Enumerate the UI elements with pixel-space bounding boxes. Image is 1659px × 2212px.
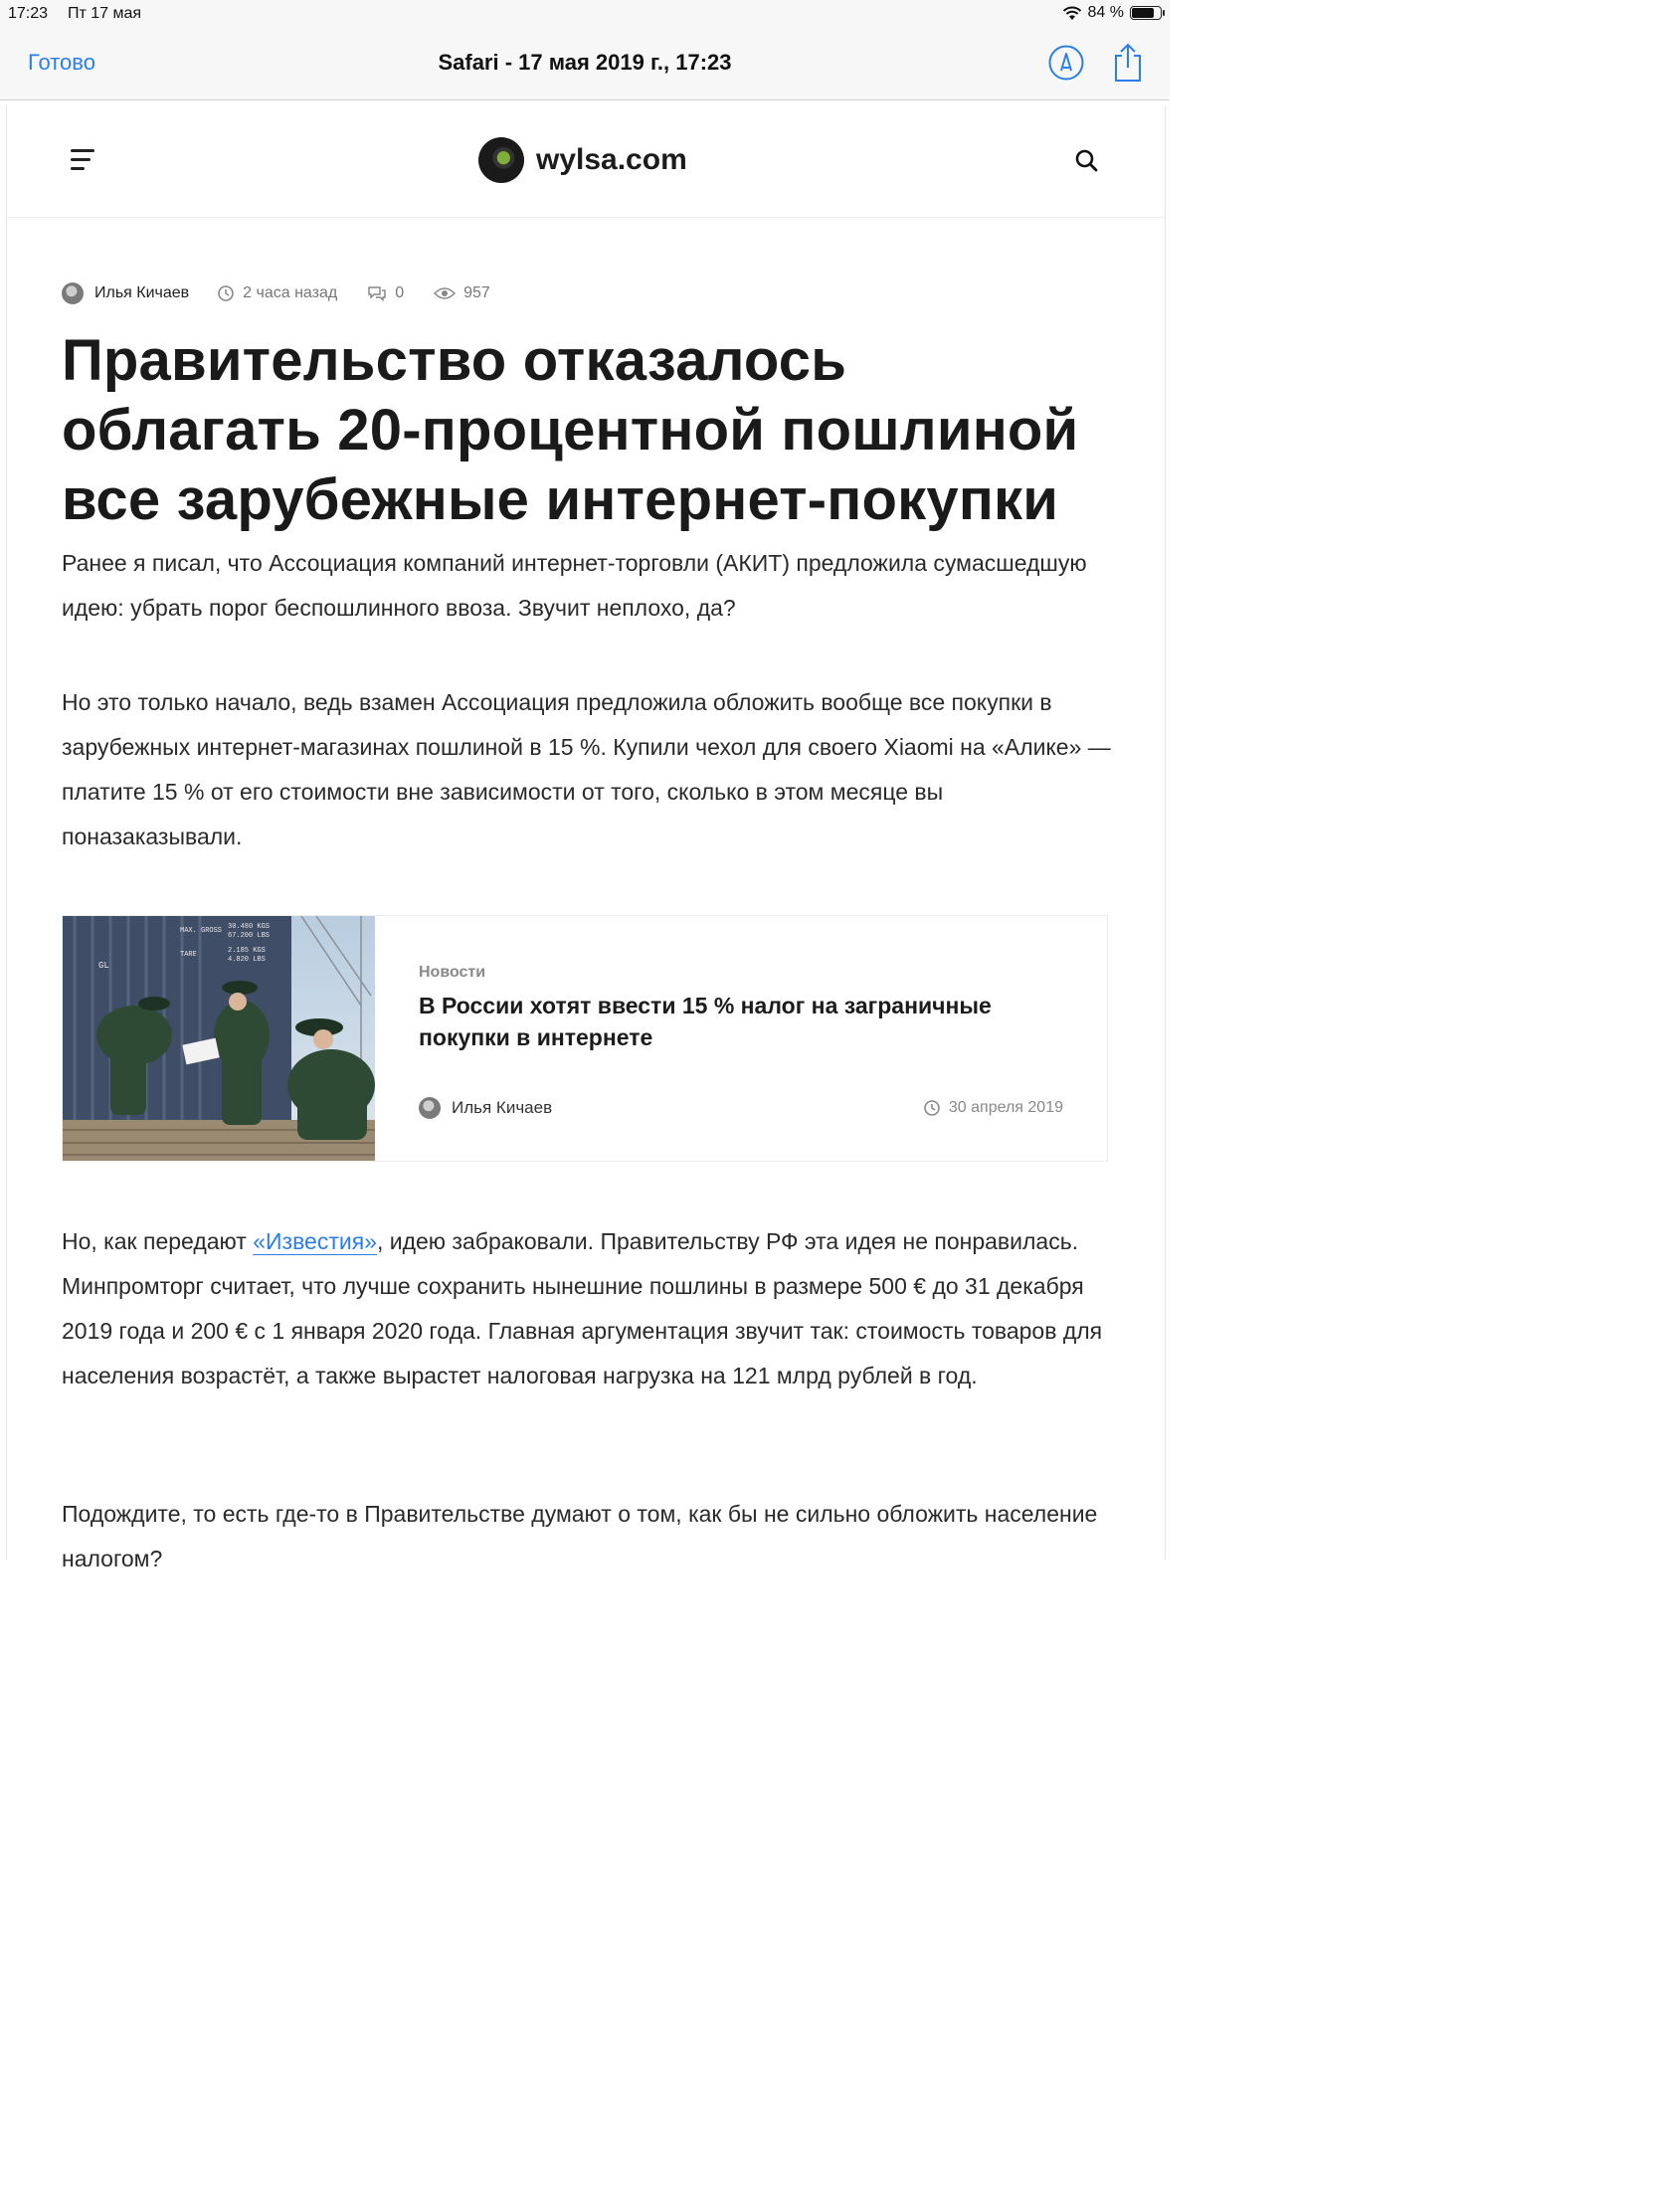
article-paragraph-2: Но это только начало, ведь взамен Ассоциация предложила обложить вообще все покупки в зарубежных интернет-магазинах пошлиной в 15 %. Купили чехол для своего Xiaomi на «Алике» — платите 15 % от его стоимости вне зависимости от того, сколько в этом месяце вы поназаказывали. <box>62 689 1111 849</box>
related-article-card[interactable] <box>62 915 1108 1162</box>
comments-value: 0 <box>395 284 405 301</box>
photo-text-gl: GL <box>98 961 109 971</box>
battery-percent: 84 % <box>1087 4 1124 21</box>
izvestia-link[interactable]: «Известия» <box>253 1228 377 1254</box>
web-page <box>6 105 1166 1571</box>
eye-icon <box>434 284 456 302</box>
related-author-name: Илья Кичаев <box>452 1098 553 1117</box>
site-name: wylsa.com <box>536 143 687 176</box>
customs-photo-illustration <box>63 916 375 1161</box>
related-date-value: 30 апреля 2019 <box>948 1099 1063 1116</box>
markup-button[interactable] <box>1047 44 1085 82</box>
site-header <box>7 105 1165 218</box>
photo-text-tare-lbs: 4.820 LBS <box>228 956 266 964</box>
article-paragraph-1: Ранее я писал, что Ассоциация компаний интернет-торговли (АКИТ) предложила сумасшедшую идею: убрать порог беспошлинного ввоза. Звучит неплохо, да? <box>62 550 1087 621</box>
site-logo[interactable] <box>478 137 687 183</box>
share-button[interactable] <box>1110 42 1146 84</box>
photo-text-max-gross: MAX. GROSS <box>180 927 223 935</box>
time-ago: 2 часа назад <box>243 284 338 301</box>
published-time <box>217 284 337 302</box>
photo-text-tare-kgs: 2.185 KGS <box>228 947 266 955</box>
battery-icon <box>1130 6 1162 20</box>
related-author-avatar <box>419 1097 441 1119</box>
done-button[interactable]: Готово <box>28 50 95 75</box>
author-avatar <box>62 282 84 304</box>
article-paragraph-3 <box>62 1219 1116 1398</box>
hamburger-menu-button[interactable] <box>71 149 98 173</box>
comments-count[interactable] <box>367 284 404 302</box>
search-icon <box>1073 147 1101 175</box>
author-name[interactable]: Илья Кичаев <box>94 284 190 301</box>
comments-icon <box>367 284 387 302</box>
photo-text-kgs: 30.480 KGS <box>228 923 271 931</box>
clock-icon <box>923 1099 941 1117</box>
related-article-title[interactable]: В России хотят ввести 15 % налог на заграничные покупки в интернете <box>419 993 992 1050</box>
toolbar-title: Safari - 17 мая 2019 г., 17:23 <box>438 50 732 75</box>
photo-text-tare: TARE <box>180 951 197 959</box>
markup-toolbar <box>0 0 1170 100</box>
status-date: Пт 17 мая <box>68 5 142 22</box>
views-count <box>434 284 490 302</box>
views-value: 957 <box>463 284 490 301</box>
paragraph3-text-end: , идею забраковали. Правительству РФ эта идея не понравилась. Минпромторг считает, что лучше сохранить нынешние пошлины в размере 500 € до 31 декабря 2019 года и 200 € с 1 января 2020 года. Главная аргументация звучит так: стоимость товаров для населения возрастёт, а также вырастет налоговая нагрузка на 121 млрд рублей в год. <box>62 1228 1103 1388</box>
article-paragraph-4: Подождите, то есть где-то в Правительстве думают о том, как бы не сильно обложить население налогом? <box>62 1501 1098 1571</box>
status-time: 17:23 <box>8 5 49 22</box>
paragraph3-text-start: Но, как передают <box>62 1228 254 1254</box>
article-meta <box>62 282 520 304</box>
search-button[interactable] <box>1073 147 1101 175</box>
related-article-image <box>63 916 375 1161</box>
article-title: Правительство отказалось облагать 20-процентной пошлиной все зарубежные интернет-покупки <box>62 328 1079 532</box>
related-article-author <box>419 1097 552 1119</box>
related-article-category: Новости <box>419 964 486 981</box>
wifi-icon <box>1062 6 1082 21</box>
share-icon <box>1110 42 1146 84</box>
status-indicators <box>1062 4 1162 22</box>
clock-icon <box>217 284 235 302</box>
logo-icon <box>478 137 524 183</box>
related-article-date <box>923 1099 1063 1117</box>
markup-pen-icon <box>1047 44 1085 82</box>
photo-text-lbs: 67.200 LBS <box>228 932 271 940</box>
